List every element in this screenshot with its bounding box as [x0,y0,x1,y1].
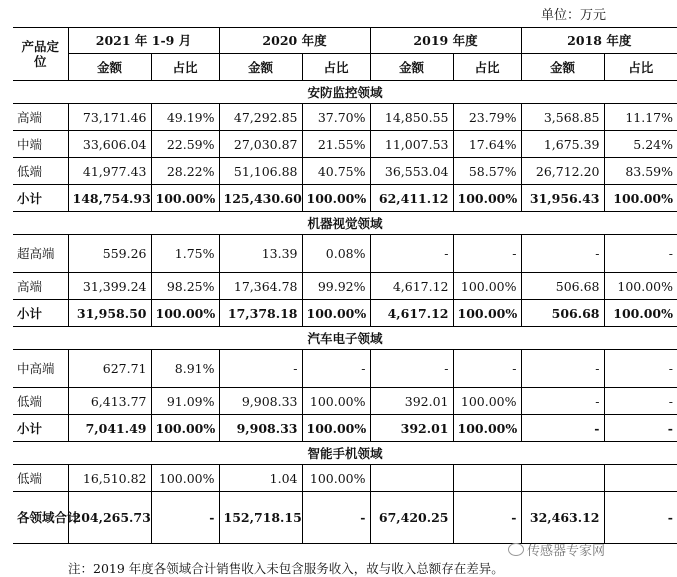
section-title: 安防监控领域 [13,81,677,104]
revenue-table [13,27,677,544]
ratio-cell: - [604,388,677,415]
amount-cell [521,465,604,492]
table-row [13,131,677,158]
ratio-cell: - [604,235,677,273]
ratio-cell: 100.00% [151,415,219,442]
amount-cell: 33,606.04 [68,131,151,158]
ratio-cell: 100.00% [151,465,219,492]
section-title: 智能手机领域 [13,442,677,465]
amount-cell: 152,718.15 [219,492,302,544]
amount-cell: 1.04 [219,465,302,492]
amount-cell: 51,106.88 [219,158,302,185]
amount-cell: - [521,388,604,415]
table-body [13,81,677,544]
amount-cell: 41,977.43 [68,158,151,185]
ratio-cell: 99.92% [302,273,370,300]
amount-cell: 392.01 [370,388,453,415]
ratio-cell: 40.75% [302,158,370,185]
ratio-cell: 100.00% [453,185,521,212]
ratio-cell: 100.00% [302,388,370,415]
ratio-cell: - [453,492,521,544]
amount-cell: - [370,235,453,273]
amount-cell: 26,712.20 [521,158,604,185]
unit-label: 单位：万元 [540,8,606,23]
ratio-cell: - [302,350,370,388]
amount-cell: 11,007.53 [370,131,453,158]
amount-cell: 31,956.43 [521,185,604,212]
ratio-header: 占比 [151,54,219,81]
ratio-cell: 8.91% [151,350,219,388]
amount-cell: - [219,350,302,388]
watermark-text: 传感器专家网 [527,544,606,559]
ratio-header: 占比 [302,54,370,81]
ratio-cell: - [151,492,219,544]
ratio-cell: 83.59% [604,158,677,185]
table-row [13,235,677,273]
grand-total-row [13,492,677,544]
ratio-cell: 98.25% [151,273,219,300]
row-label: 超高端 [13,235,68,273]
ratio-cell: - [453,350,521,388]
amount-cell: 627.71 [68,350,151,388]
amount-cell: - [370,350,453,388]
ratio-cell: 100.00% [151,300,219,327]
subtotal-label: 小计 [13,300,68,327]
ratio-cell: 100.00% [604,273,677,300]
ratio-cell: 100.00% [453,388,521,415]
ratio-cell [604,465,677,492]
section-header-row [13,327,677,350]
amount-cell: - [521,350,604,388]
amount-cell: 4,617.12 [370,273,453,300]
amount-cell: 392.01 [370,415,453,442]
row-label: 低端 [13,388,68,415]
table-row [13,388,677,415]
ratio-cell: 28.22% [151,158,219,185]
period-header: 2021 年 1-9 月 [68,28,219,54]
grand-total-label: 各领域合计 [13,492,68,544]
subtotal-row [13,415,677,442]
section-title: 汽车电子领域 [13,327,677,350]
amount-cell: 73,171.46 [68,104,151,131]
ratio-cell: 1.75% [151,235,219,273]
amount-cell [370,465,453,492]
row-label: 高端 [13,104,68,131]
amount-cell: 3,568.85 [521,104,604,131]
table-row [13,465,677,492]
row-label: 低端 [13,465,68,492]
subtotal-label: 小计 [13,415,68,442]
amount-cell: 16,510.82 [68,465,151,492]
ratio-cell: 100.00% [151,185,219,212]
ratio-cell: 11.17% [604,104,677,131]
period-header: 2020 年度 [219,28,370,54]
amount-cell: 9,908.33 [219,415,302,442]
ratio-cell: 58.57% [453,158,521,185]
table-row [13,104,677,131]
period-header: 2018 年度 [521,28,677,54]
row-label: 低端 [13,158,68,185]
amount-cell: 506.68 [521,273,604,300]
ratio-header: 占比 [453,54,521,81]
amount-cell: 148,754.93 [68,185,151,212]
amount-cell: 506.68 [521,300,604,327]
section-title: 机器视觉领域 [13,212,677,235]
amount-header: 金额 [370,54,453,81]
amount-cell: 17,364.78 [219,273,302,300]
amount-cell: 559.26 [68,235,151,273]
amount-cell: 13.39 [219,235,302,273]
amount-cell: - [521,235,604,273]
watermark [508,540,605,559]
ratio-cell: 37.70% [302,104,370,131]
amount-cell: 17,378.18 [219,300,302,327]
ratio-cell: 100.00% [453,415,521,442]
ratio-cell: - [604,350,677,388]
subtotal-row [13,300,677,327]
amount-cell: 27,030.87 [219,131,302,158]
ratio-cell: 100.00% [604,300,677,327]
ratio-cell: 49.19% [151,104,219,131]
ratio-cell [453,465,521,492]
section-header-row [13,212,677,235]
table-row [13,273,677,300]
amount-cell: 7,041.49 [68,415,151,442]
ratio-cell: 22.59% [151,131,219,158]
subtotal-label: 小计 [13,185,68,212]
table-row [13,350,677,388]
amount-cell: 67,420.25 [370,492,453,544]
amount-header: 金额 [68,54,151,81]
amount-cell: 31,399.24 [68,273,151,300]
footnote: 注：2019 年度各领域合计销售收入未包含服务收入，故与收入总额存在差异。 [68,561,504,576]
ratio-cell: 5.24% [604,131,677,158]
ratio-cell: 17.64% [453,131,521,158]
wechat-icon [508,543,524,556]
ratio-header: 占比 [604,54,677,81]
ratio-cell: 0.08% [302,235,370,273]
amount-cell: 36,553.04 [370,158,453,185]
ratio-cell: 100.00% [302,185,370,212]
ratio-cell: 100.00% [302,465,370,492]
amount-cell: 47,292.85 [219,104,302,131]
table-row [13,158,677,185]
section-header-row [13,81,677,104]
amount-cell: - [521,415,604,442]
amount-cell: 204,265.73 [68,492,151,544]
amount-cell: 1,675.39 [521,131,604,158]
ratio-cell: - [302,492,370,544]
row-label: 中高端 [13,350,68,388]
amount-header: 金额 [521,54,604,81]
ratio-cell: 100.00% [453,300,521,327]
ratio-cell: 100.00% [302,415,370,442]
amount-cell: 32,463.12 [521,492,604,544]
subtotal-row [13,185,677,212]
amount-cell: 4,617.12 [370,300,453,327]
amount-cell: 31,958.50 [68,300,151,327]
amount-cell: 9,908.33 [219,388,302,415]
amount-cell: 125,430.60 [219,185,302,212]
row-label: 高端 [13,273,68,300]
ratio-cell: 100.00% [604,185,677,212]
ratio-cell: 100.00% [302,300,370,327]
amount-cell: 14,850.55 [370,104,453,131]
row-label: 中端 [13,131,68,158]
ratio-cell: 100.00% [453,273,521,300]
ratio-cell: 21.55% [302,131,370,158]
amount-cell: 6,413.77 [68,388,151,415]
row-header: 产品定位 [13,28,68,81]
period-header: 2019 年度 [370,28,521,54]
amount-header: 金额 [219,54,302,81]
ratio-cell: - [604,415,677,442]
ratio-cell: - [604,492,677,544]
ratio-cell: - [453,235,521,273]
section-header-row [13,442,677,465]
ratio-cell: 23.79% [453,104,521,131]
amount-cell: 62,411.12 [370,185,453,212]
ratio-cell: 91.09% [151,388,219,415]
